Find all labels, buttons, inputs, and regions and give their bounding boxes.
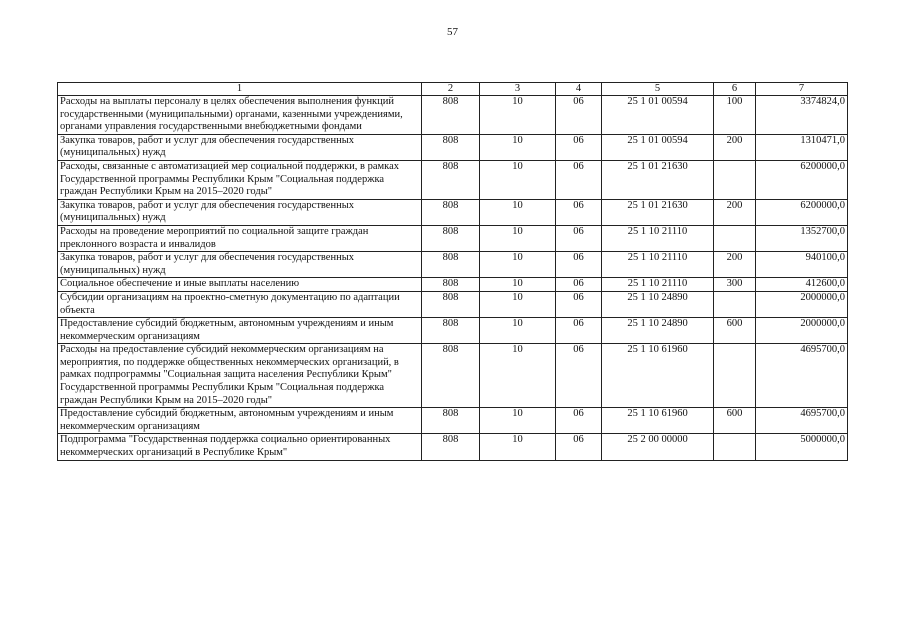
- header-cell-4: 4: [556, 83, 602, 96]
- section-code-cell: 10: [480, 225, 556, 251]
- amount-cell: 6200000,0: [756, 199, 848, 225]
- amount-cell: 4695700,0: [756, 408, 848, 434]
- header-cell-3: 3: [480, 83, 556, 96]
- table-row: [58, 318, 848, 344]
- expense-type-code-cell: 300: [714, 278, 756, 292]
- row-description-cell: Предоставление субсидий бюджетным, автономным учреждениям и иным некоммерческим организациям: [58, 408, 422, 434]
- row-description-cell: Расходы на предоставление субсидий некоммерческим организациям на мероприятия, по поддержке общественных некоммерческих организаций, в рамках подпрограммы "Социальная защита населения Республики Крым" Государственной программы Республики Крым "Социальная поддержка граждан Республики Крым на 2015–2020 годы": [58, 344, 422, 408]
- amount-cell: 6200000,0: [756, 160, 848, 199]
- section-code-cell: 10: [480, 434, 556, 460]
- target-article-code-cell: 25 1 10 24890: [602, 318, 714, 344]
- expense-type-code-cell: 200: [714, 252, 756, 278]
- ministry-code-cell: 808: [422, 318, 480, 344]
- table-row: [58, 160, 848, 199]
- target-article-code-cell: 25 1 10 21110: [602, 252, 714, 278]
- amount-cell: 2000000,0: [756, 318, 848, 344]
- section-code-cell: 10: [480, 199, 556, 225]
- target-article-code-cell: 25 1 10 61960: [602, 344, 714, 408]
- amount-cell: 1352700,0: [756, 225, 848, 251]
- target-article-code-cell: 25 1 01 21630: [602, 160, 714, 199]
- row-description-cell: Расходы, связанные с автоматизацией мер социальной поддержки, в рамках Государственной программы Республики Крым "Социальная поддержка граждан Республики Крым на 2015–2020 годы": [58, 160, 422, 199]
- expense-type-code-cell: [714, 225, 756, 251]
- row-description-cell: Субсидии организациям на проектно-сметную документацию по адаптации объекта: [58, 291, 422, 317]
- section-code-cell: 10: [480, 318, 556, 344]
- subsection-code-cell: 06: [556, 344, 602, 408]
- section-code-cell: 10: [480, 252, 556, 278]
- table-row: [58, 434, 848, 460]
- table-row: [58, 278, 848, 292]
- subsection-code-cell: 06: [556, 96, 602, 135]
- table-row: [58, 199, 848, 225]
- expense-type-code-cell: [714, 291, 756, 317]
- expense-type-code-cell: 200: [714, 134, 756, 160]
- ministry-code-cell: 808: [422, 199, 480, 225]
- expense-type-code-cell: [714, 434, 756, 460]
- section-code-cell: 10: [480, 160, 556, 199]
- table-row: [58, 134, 848, 160]
- subsection-code-cell: 06: [556, 134, 602, 160]
- row-description-cell: Закупка товаров, работ и услуг для обеспечения государственных (муниципальных) нужд: [58, 199, 422, 225]
- ministry-code-cell: 808: [422, 252, 480, 278]
- table-row: [58, 225, 848, 251]
- table-row: [58, 408, 848, 434]
- header-cell-5: 5: [602, 83, 714, 96]
- target-article-code-cell: 25 1 10 21110: [602, 278, 714, 292]
- expense-type-code-cell: 200: [714, 199, 756, 225]
- amount-cell: 412600,0: [756, 278, 848, 292]
- table-row: [58, 96, 848, 135]
- expense-type-code-cell: 600: [714, 318, 756, 344]
- ministry-code-cell: 808: [422, 134, 480, 160]
- expense-type-code-cell: [714, 344, 756, 408]
- target-article-code-cell: 25 1 01 00594: [602, 96, 714, 135]
- header-cell-1: 1: [58, 83, 422, 96]
- subsection-code-cell: 06: [556, 291, 602, 317]
- row-description-cell: Закупка товаров, работ и услуг для обеспечения государственных (муниципальных) нужд: [58, 134, 422, 160]
- section-code-cell: 10: [480, 291, 556, 317]
- table-row: [58, 291, 848, 317]
- expense-type-code-cell: 600: [714, 408, 756, 434]
- subsection-code-cell: 06: [556, 434, 602, 460]
- subsection-code-cell: 06: [556, 318, 602, 344]
- section-code-cell: 10: [480, 344, 556, 408]
- ministry-code-cell: 808: [422, 408, 480, 434]
- subsection-code-cell: 06: [556, 160, 602, 199]
- table-row: [58, 252, 848, 278]
- subsection-code-cell: 06: [556, 199, 602, 225]
- ministry-code-cell: 808: [422, 434, 480, 460]
- page-number: 57: [447, 26, 458, 38]
- amount-cell: 5000000,0: [756, 434, 848, 460]
- row-description-cell: Расходы на проведение мероприятий по социальной защите граждан преклонного возраста и инвалидов: [58, 225, 422, 251]
- section-code-cell: 10: [480, 134, 556, 160]
- section-code-cell: 10: [480, 408, 556, 434]
- table-row: [58, 344, 848, 408]
- amount-cell: 3374824,0: [756, 96, 848, 135]
- amount-cell: 4695700,0: [756, 344, 848, 408]
- ministry-code-cell: 808: [422, 225, 480, 251]
- target-article-code-cell: 25 1 10 21110: [602, 225, 714, 251]
- amount-cell: 2000000,0: [756, 291, 848, 317]
- ministry-code-cell: 808: [422, 344, 480, 408]
- subsection-code-cell: 06: [556, 408, 602, 434]
- row-description-cell: Расходы на выплаты персоналу в целях обеспечения выполнения функций государственными (муниципальными) органами, казенными учреждениями, органами управления государственными внебюджетными фондами: [58, 96, 422, 135]
- ministry-code-cell: 808: [422, 291, 480, 317]
- ministry-code-cell: 808: [422, 278, 480, 292]
- header-cell-7: 7: [756, 83, 848, 96]
- section-code-cell: 10: [480, 96, 556, 135]
- target-article-code-cell: 25 2 00 00000: [602, 434, 714, 460]
- subsection-code-cell: 06: [556, 252, 602, 278]
- target-article-code-cell: 25 1 01 00594: [602, 134, 714, 160]
- subsection-code-cell: 06: [556, 225, 602, 251]
- target-article-code-cell: 25 1 10 61960: [602, 408, 714, 434]
- ministry-code-cell: 808: [422, 96, 480, 135]
- section-code-cell: 10: [480, 278, 556, 292]
- row-description-cell: Социальное обеспечение и иные выплаты населению: [58, 278, 422, 292]
- row-description-cell: Закупка товаров, работ и услуг для обеспечения государственных (муниципальных) нужд: [58, 252, 422, 278]
- target-article-code-cell: 25 1 01 21630: [602, 199, 714, 225]
- amount-cell: 1310471,0: [756, 134, 848, 160]
- amount-cell: 940100,0: [756, 252, 848, 278]
- table-header-row: [58, 83, 848, 96]
- expense-type-code-cell: 100: [714, 96, 756, 135]
- row-description-cell: Предоставление субсидий бюджетным, автономным учреждениям и иным некоммерческим организациям: [58, 318, 422, 344]
- header-cell-6: 6: [714, 83, 756, 96]
- expense-type-code-cell: [714, 160, 756, 199]
- row-description-cell: Подпрограмма "Государственная поддержка социально ориентированных некоммерческих организаций в Республике Крым": [58, 434, 422, 460]
- subsection-code-cell: 06: [556, 278, 602, 292]
- budget-table: [57, 82, 848, 461]
- ministry-code-cell: 808: [422, 160, 480, 199]
- header-cell-2: 2: [422, 83, 480, 96]
- target-article-code-cell: 25 1 10 24890: [602, 291, 714, 317]
